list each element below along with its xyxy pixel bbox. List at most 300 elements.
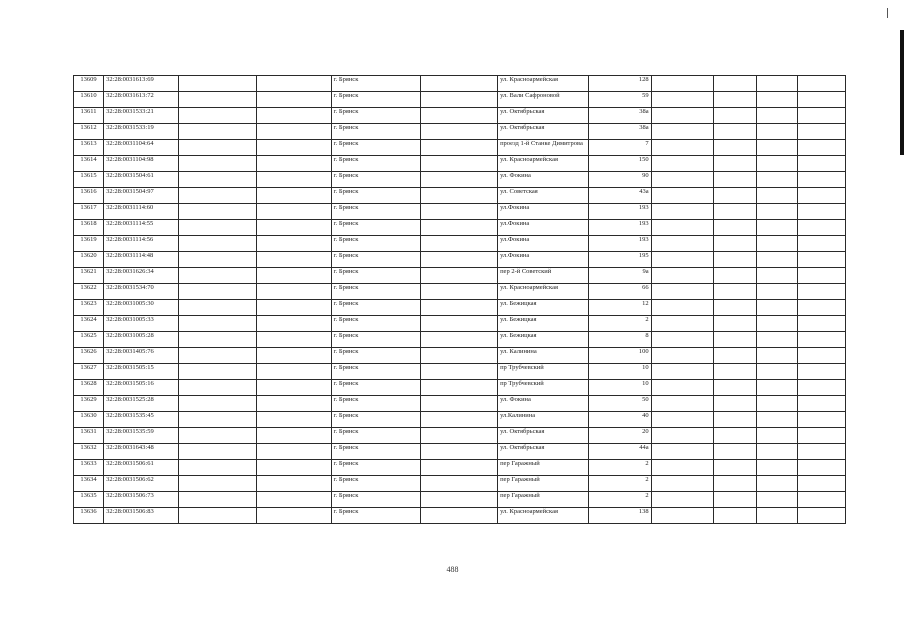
empty-cell (713, 284, 756, 300)
empty-cell (256, 236, 331, 252)
row-number-cell: 13630 (74, 412, 104, 428)
empty-cell (256, 268, 331, 284)
house-number-cell: 9а (589, 268, 651, 284)
row-number-cell: 13620 (74, 252, 104, 268)
empty-cell (420, 396, 497, 412)
street-cell: ул.Фокина (498, 236, 589, 252)
cadastral-number-cell: 32:28:0031104:98 (104, 156, 179, 172)
empty-cell (651, 380, 713, 396)
cadastral-number-cell: 32:28:0031505:16 (104, 380, 179, 396)
row-number-cell: 13629 (74, 396, 104, 412)
house-number-cell: 128 (589, 76, 651, 92)
empty-cell (797, 444, 845, 460)
empty-cell (651, 268, 713, 284)
empty-cell (256, 348, 331, 364)
city-cell: г. Брянск (331, 92, 420, 108)
city-cell: г. Брянск (331, 236, 420, 252)
street-cell: ул. Красноармейская (498, 156, 589, 172)
row-number-cell: 13635 (74, 492, 104, 508)
house-number-cell: 12 (589, 300, 651, 316)
row-number-cell: 13623 (74, 300, 104, 316)
cadastral-number-cell: 32:28:0031525:28 (104, 396, 179, 412)
empty-cell (713, 204, 756, 220)
empty-cell (256, 204, 331, 220)
empty-cell (756, 412, 797, 428)
cadastral-number-cell: 32:28:0031535:45 (104, 412, 179, 428)
table-row (74, 236, 846, 252)
house-number-cell: 8 (589, 332, 651, 348)
empty-cell (420, 364, 497, 380)
street-cell: ул.Калинина (498, 412, 589, 428)
empty-cell (256, 428, 331, 444)
empty-cell (256, 188, 331, 204)
street-cell: ул. Бежицкая (498, 300, 589, 316)
empty-cell (756, 156, 797, 172)
street-cell: пер Гаражный (498, 460, 589, 476)
city-cell: г. Брянск (331, 108, 420, 124)
street-cell: ул. Бежицкая (498, 332, 589, 348)
empty-cell (713, 380, 756, 396)
city-cell: г. Брянск (331, 124, 420, 140)
city-cell: г. Брянск (331, 220, 420, 236)
empty-cell (713, 188, 756, 204)
empty-cell (713, 140, 756, 156)
empty-cell (713, 412, 756, 428)
cadastral-number-cell: 32:28:0031643:48 (104, 444, 179, 460)
empty-cell (756, 204, 797, 220)
empty-cell (179, 124, 256, 140)
empty-cell (179, 380, 256, 396)
cadastral-number-cell: 32:28:0031504:97 (104, 188, 179, 204)
row-number-cell: 13613 (74, 140, 104, 156)
table-row (74, 300, 846, 316)
city-cell: г. Брянск (331, 412, 420, 428)
street-cell: ул.Фокина (498, 220, 589, 236)
table-row (74, 220, 846, 236)
empty-cell (713, 92, 756, 108)
row-number-cell: 13631 (74, 428, 104, 444)
empty-cell (179, 156, 256, 172)
empty-cell (256, 412, 331, 428)
row-number-cell: 13618 (74, 220, 104, 236)
empty-cell (179, 412, 256, 428)
empty-cell (756, 108, 797, 124)
city-cell: г. Брянск (331, 252, 420, 268)
table-row (74, 92, 846, 108)
empty-cell (797, 124, 845, 140)
empty-cell (797, 268, 845, 284)
row-number-cell: 13633 (74, 460, 104, 476)
empty-cell (420, 108, 497, 124)
empty-cell (420, 268, 497, 284)
empty-cell (756, 268, 797, 284)
empty-cell (420, 188, 497, 204)
row-number-cell: 13611 (74, 108, 104, 124)
empty-cell (256, 76, 331, 92)
empty-cell (651, 444, 713, 460)
city-cell: г. Брянск (331, 156, 420, 172)
house-number-cell: 10 (589, 380, 651, 396)
empty-cell (420, 492, 497, 508)
empty-cell (797, 316, 845, 332)
street-cell: ул. Красноармейская (498, 508, 589, 524)
house-number-cell: 66 (589, 284, 651, 300)
empty-cell (256, 140, 331, 156)
empty-cell (179, 396, 256, 412)
street-cell: ул. Бежицкая (498, 316, 589, 332)
empty-cell (651, 364, 713, 380)
empty-cell (713, 252, 756, 268)
empty-cell (797, 140, 845, 156)
empty-cell (797, 156, 845, 172)
empty-cell (179, 76, 256, 92)
street-cell: ул. Калинина (498, 348, 589, 364)
empty-cell (713, 476, 756, 492)
empty-cell (256, 172, 331, 188)
empty-cell (420, 508, 497, 524)
empty-cell (651, 492, 713, 508)
house-number-cell: 38а (589, 124, 651, 140)
street-cell: ул.Фокина (498, 252, 589, 268)
house-number-cell: 59 (589, 92, 651, 108)
empty-cell (256, 508, 331, 524)
table-row (74, 396, 846, 412)
row-number-cell: 13625 (74, 332, 104, 348)
row-number-cell: 13624 (74, 316, 104, 332)
empty-cell (651, 428, 713, 444)
empty-cell (420, 316, 497, 332)
registry-body (74, 76, 846, 524)
empty-cell (256, 460, 331, 476)
row-number-cell: 13616 (74, 188, 104, 204)
empty-cell (256, 92, 331, 108)
empty-cell (651, 76, 713, 92)
row-number-cell: 13615 (74, 172, 104, 188)
table-row (74, 460, 846, 476)
empty-cell (420, 252, 497, 268)
empty-cell (256, 108, 331, 124)
empty-cell (179, 332, 256, 348)
empty-cell (256, 284, 331, 300)
empty-cell (179, 300, 256, 316)
table-row (74, 268, 846, 284)
cadastral-number-cell: 32:28:0031005:33 (104, 316, 179, 332)
street-cell: ул. Октябрьская (498, 428, 589, 444)
cadastral-number-cell: 32:28:0031626:34 (104, 268, 179, 284)
house-number-cell: 40 (589, 412, 651, 428)
empty-cell (713, 460, 756, 476)
cadastral-number-cell: 32:28:0031114:48 (104, 252, 179, 268)
city-cell: г. Брянск (331, 460, 420, 476)
city-cell: г. Брянск (331, 316, 420, 332)
empty-cell (756, 316, 797, 332)
empty-cell (797, 172, 845, 188)
empty-cell (756, 476, 797, 492)
cadastral-number-cell: 32:28:0031535:59 (104, 428, 179, 444)
empty-cell (797, 476, 845, 492)
city-cell: г. Брянск (331, 364, 420, 380)
empty-cell (256, 332, 331, 348)
cadastral-number-cell: 32:28:0031005:30 (104, 300, 179, 316)
empty-cell (797, 300, 845, 316)
cadastral-number-cell: 32:28:0031104:64 (104, 140, 179, 156)
table-row (74, 508, 846, 524)
city-cell: г. Брянск (331, 204, 420, 220)
empty-cell (797, 284, 845, 300)
house-number-cell: 10 (589, 364, 651, 380)
city-cell: г. Брянск (331, 492, 420, 508)
row-number-cell: 13614 (74, 156, 104, 172)
empty-cell (756, 396, 797, 412)
empty-cell (179, 476, 256, 492)
house-number-cell: 100 (589, 348, 651, 364)
table-row (74, 316, 846, 332)
city-cell: г. Брянск (331, 332, 420, 348)
empty-cell (756, 460, 797, 476)
empty-cell (797, 220, 845, 236)
empty-cell (420, 284, 497, 300)
empty-cell (756, 444, 797, 460)
empty-cell (756, 300, 797, 316)
empty-cell (713, 444, 756, 460)
empty-cell (651, 284, 713, 300)
empty-cell (420, 156, 497, 172)
street-cell: пер Гаражный (498, 492, 589, 508)
house-number-cell: 20 (589, 428, 651, 444)
empty-cell (256, 364, 331, 380)
empty-cell (179, 172, 256, 188)
empty-cell (179, 140, 256, 156)
empty-cell (756, 364, 797, 380)
empty-cell (713, 156, 756, 172)
city-cell: г. Брянск (331, 76, 420, 92)
empty-cell (713, 428, 756, 444)
empty-cell (797, 412, 845, 428)
street-cell: ул.Фокина (498, 204, 589, 220)
empty-cell (797, 492, 845, 508)
empty-cell (420, 460, 497, 476)
empty-cell (420, 172, 497, 188)
house-number-cell: 7 (589, 140, 651, 156)
cadastral-number-cell: 32:28:0031005:28 (104, 332, 179, 348)
table-row (74, 252, 846, 268)
table-row (74, 76, 846, 92)
empty-cell (756, 380, 797, 396)
empty-cell (797, 236, 845, 252)
cadastral-number-cell: 32:28:0031506:61 (104, 460, 179, 476)
empty-cell (420, 428, 497, 444)
street-cell: пр Трубчевский (498, 380, 589, 396)
house-number-cell: 90 (589, 172, 651, 188)
row-number-cell: 13627 (74, 364, 104, 380)
empty-cell (713, 268, 756, 284)
row-number-cell: 13609 (74, 76, 104, 92)
empty-cell (179, 444, 256, 460)
city-cell: г. Брянск (331, 476, 420, 492)
cadastral-number-cell: 32:28:0031114:60 (104, 204, 179, 220)
empty-cell (756, 220, 797, 236)
empty-cell (651, 188, 713, 204)
cadastral-number-cell: 32:28:0031405:76 (104, 348, 179, 364)
cadastral-number-cell: 32:28:0031613:69 (104, 76, 179, 92)
house-number-cell: 38а (589, 108, 651, 124)
empty-cell (256, 316, 331, 332)
city-cell: г. Брянск (331, 140, 420, 156)
empty-cell (179, 220, 256, 236)
street-cell: ул. Красноармейская (498, 76, 589, 92)
cadastral-number-cell: 32:28:0031533:19 (104, 124, 179, 140)
empty-cell (420, 76, 497, 92)
empty-cell (256, 124, 331, 140)
row-number-cell: 13622 (74, 284, 104, 300)
empty-cell (256, 156, 331, 172)
empty-cell (179, 92, 256, 108)
empty-cell (651, 412, 713, 428)
empty-cell (179, 188, 256, 204)
empty-cell (713, 332, 756, 348)
empty-cell (797, 364, 845, 380)
house-number-cell: 150 (589, 156, 651, 172)
empty-cell (179, 508, 256, 524)
empty-cell (756, 236, 797, 252)
empty-cell (756, 284, 797, 300)
empty-cell (756, 92, 797, 108)
table-row (74, 380, 846, 396)
empty-cell (651, 508, 713, 524)
row-number-cell: 13628 (74, 380, 104, 396)
empty-cell (179, 268, 256, 284)
row-number-cell: 13626 (74, 348, 104, 364)
cadastral-number-cell: 32:28:0031506:83 (104, 508, 179, 524)
empty-cell (420, 124, 497, 140)
empty-cell (713, 348, 756, 364)
street-cell: ул. Октябрьская (498, 124, 589, 140)
city-cell: г. Брянск (331, 300, 420, 316)
empty-cell (797, 252, 845, 268)
row-number-cell: 13636 (74, 508, 104, 524)
house-number-cell: 2 (589, 460, 651, 476)
house-number-cell: 138 (589, 508, 651, 524)
street-cell: ул. Красноармейская (498, 284, 589, 300)
empty-cell (797, 508, 845, 524)
city-cell: г. Брянск (331, 284, 420, 300)
cadastral-number-cell: 32:28:0031505:15 (104, 364, 179, 380)
street-cell: пер 2-й Советский (498, 268, 589, 284)
empty-cell (797, 396, 845, 412)
empty-cell (179, 364, 256, 380)
empty-cell (756, 428, 797, 444)
house-number-cell: 43а (589, 188, 651, 204)
empty-cell (713, 508, 756, 524)
city-cell: г. Брянск (331, 348, 420, 364)
empty-cell (256, 492, 331, 508)
empty-cell (651, 476, 713, 492)
empty-cell (651, 140, 713, 156)
street-cell: ул. Советская (498, 188, 589, 204)
row-number-cell: 13617 (74, 204, 104, 220)
cadastral-number-cell: 32:28:0031504:61 (104, 172, 179, 188)
street-cell: ул. Фокина (498, 396, 589, 412)
house-number-cell: 2 (589, 316, 651, 332)
cadastral-number-cell: 32:28:0031506:73 (104, 492, 179, 508)
cadastral-number-cell: 32:28:0031506:62 (104, 476, 179, 492)
empty-cell (651, 172, 713, 188)
row-number-cell: 13634 (74, 476, 104, 492)
empty-cell (713, 172, 756, 188)
empty-cell (420, 348, 497, 364)
table-row (74, 428, 846, 444)
house-number-cell: 44а (589, 444, 651, 460)
table-row (74, 156, 846, 172)
empty-cell (797, 204, 845, 220)
empty-cell (797, 108, 845, 124)
empty-cell (651, 156, 713, 172)
page-number: 488 (446, 565, 459, 574)
empty-cell (651, 220, 713, 236)
house-number-cell: 195 (589, 252, 651, 268)
empty-cell (651, 396, 713, 412)
street-cell: ул. Фокина (498, 172, 589, 188)
empty-cell (651, 332, 713, 348)
row-number-cell: 13621 (74, 268, 104, 284)
city-cell: г. Брянск (331, 428, 420, 444)
empty-cell (179, 316, 256, 332)
street-cell: ул. Вали Сафроновой (498, 92, 589, 108)
empty-cell (756, 508, 797, 524)
empty-cell (179, 428, 256, 444)
table-row (74, 412, 846, 428)
empty-cell (651, 108, 713, 124)
empty-cell (797, 460, 845, 476)
empty-cell (651, 348, 713, 364)
empty-cell (420, 476, 497, 492)
empty-cell (713, 124, 756, 140)
city-cell: г. Брянск (331, 508, 420, 524)
street-cell: ул. Октябрьская (498, 108, 589, 124)
empty-cell (651, 204, 713, 220)
empty-cell (713, 364, 756, 380)
empty-cell (256, 380, 331, 396)
empty-cell (713, 492, 756, 508)
house-number-cell: 193 (589, 204, 651, 220)
empty-cell (713, 76, 756, 92)
row-number-cell: 13632 (74, 444, 104, 460)
empty-cell (756, 76, 797, 92)
empty-cell (797, 332, 845, 348)
empty-cell (179, 236, 256, 252)
empty-cell (420, 140, 497, 156)
empty-cell (179, 460, 256, 476)
empty-cell (420, 300, 497, 316)
house-number-cell: 50 (589, 396, 651, 412)
city-cell: г. Брянск (331, 444, 420, 460)
empty-cell (797, 76, 845, 92)
empty-cell (179, 492, 256, 508)
house-number-cell: 2 (589, 476, 651, 492)
street-cell: ул. Октябрьская (498, 444, 589, 460)
table-row (74, 476, 846, 492)
empty-cell (651, 460, 713, 476)
empty-cell (651, 124, 713, 140)
empty-cell (420, 412, 497, 428)
empty-cell (256, 476, 331, 492)
city-cell: г. Брянск (331, 188, 420, 204)
empty-cell (420, 444, 497, 460)
empty-cell (756, 252, 797, 268)
table-row (74, 172, 846, 188)
empty-cell (713, 236, 756, 252)
city-cell: г. Брянск (331, 172, 420, 188)
